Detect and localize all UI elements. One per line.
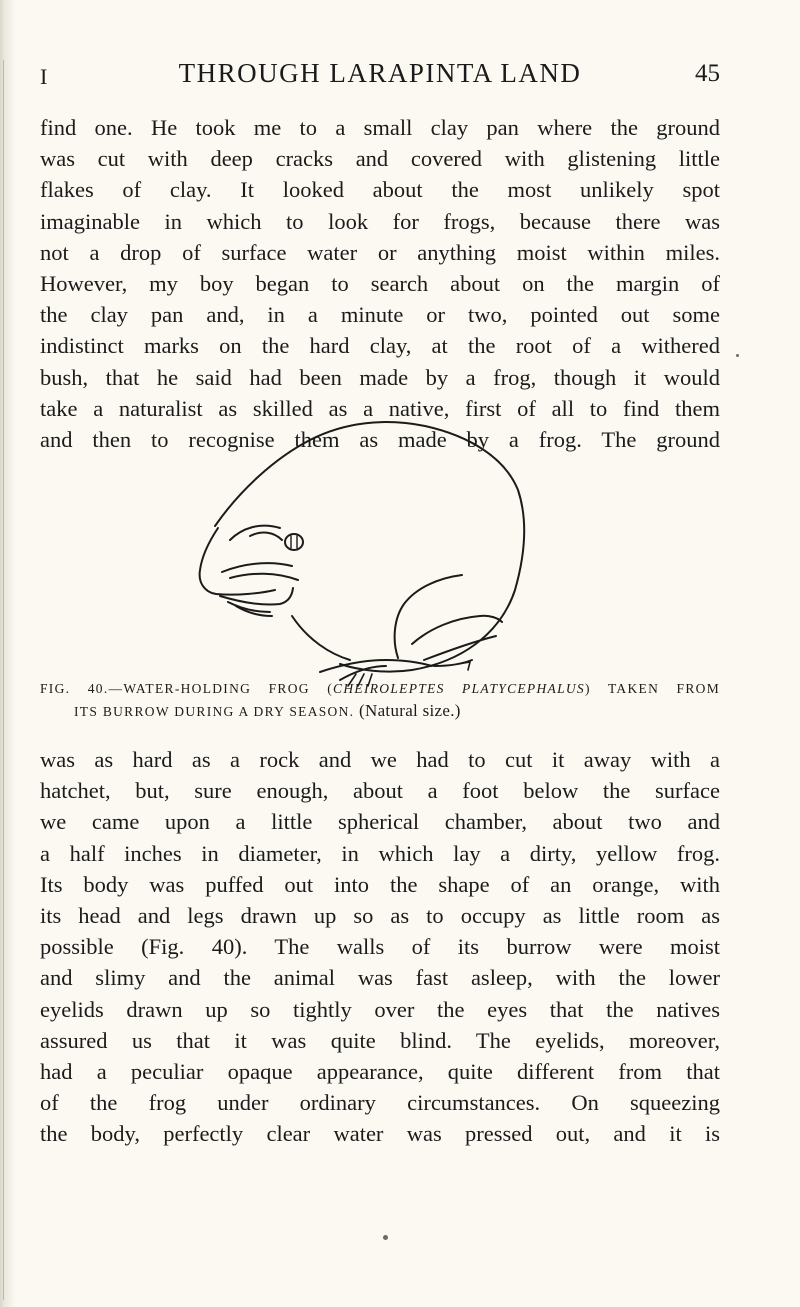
frog-eye xyxy=(285,534,303,550)
frog-hind-leg-2 xyxy=(412,616,502,644)
chapter-number: I xyxy=(40,64,48,89)
running-header xyxy=(40,58,720,98)
text-line: not a drop of surface water or anything moist within miles. xyxy=(40,239,720,265)
caption-size-note: (Natural size.) xyxy=(359,701,461,720)
caption-line-2-text: ITS BURROW DURING A DRY SEASON. xyxy=(74,704,355,719)
caption-suffix: ) TAKEN FROM xyxy=(584,681,720,696)
text-line: was cut with deep cracks and covered with glistening little xyxy=(40,146,720,172)
frog-body-outline xyxy=(215,422,524,672)
paragraph-after-figure xyxy=(40,744,720,1150)
frog-snout-line xyxy=(230,526,280,540)
text-line: of the frog under ordinary circumstances. On squeezing xyxy=(40,1090,720,1116)
text-line: its head and legs drawn up so as to occupy as little room as xyxy=(40,903,720,929)
text-line: a half inches in diameter, in which lay a dirty, yellow frog. xyxy=(40,840,720,866)
page-number: 45 xyxy=(695,60,720,87)
caption-species: CHEIROLEPTES PLATYCEPHALUS xyxy=(333,681,585,696)
frog-pupil xyxy=(291,536,297,548)
text-line: the clay pan and, in a minute or two, pointed out some xyxy=(40,302,720,328)
frog-snout-line-2 xyxy=(250,533,282,540)
frog-knee xyxy=(458,662,470,670)
text-line: find one. He took me to a small clay pan where the ground xyxy=(40,115,720,140)
running-title: THROUGH LARAPINTA LAND xyxy=(178,58,582,88)
text-line: possible (Fig. 40). The walls of its burrow were moist xyxy=(40,934,720,960)
text-line: indistinct marks on the hard clay, at the root of a withered xyxy=(40,333,720,359)
text-line: imaginable in which to look for frogs, because there was xyxy=(40,208,720,234)
frog-belly-curve xyxy=(292,616,350,660)
text-line: was as hard as a rock and we had to cut it away with a xyxy=(40,747,720,772)
text-line: However, my boy began to search about on the margin of xyxy=(40,271,720,297)
ink-speck xyxy=(383,1235,388,1240)
frog-hind-leg-3 xyxy=(424,636,496,660)
text-line: assured us that it was quite blind. The eyelids, moreover, xyxy=(40,1027,720,1053)
frog-mouth-line xyxy=(222,563,292,572)
text-line: Its body was puffed out into the shape of an orange, with xyxy=(40,871,720,897)
ink-speck xyxy=(736,354,739,357)
frog-illustration xyxy=(180,390,540,690)
frog-head-outline xyxy=(200,528,275,595)
frog-hind-leg xyxy=(395,575,462,658)
text-line: had a peculiar opaque appearance, quite different from that xyxy=(40,1059,720,1085)
text-line: we came upon a little spherical chamber, about two and xyxy=(40,809,720,835)
text-line: and then to recognise them as made by a frog. The ground xyxy=(40,427,720,453)
caption-prefix: FIG. 40.—WATER-HOLDING FROG ( xyxy=(40,681,334,696)
caption-line-1 xyxy=(40,678,720,700)
frog-mouth-line-2 xyxy=(230,574,298,580)
text-line: hatchet, but, sure enough, about a foot below the surface xyxy=(40,778,720,804)
caption-line-2 xyxy=(40,700,720,723)
frog-front-leg xyxy=(220,588,293,605)
text-line: bush, that he said had been made by a frog, though it would xyxy=(40,364,720,390)
figure-caption xyxy=(40,678,720,723)
text-line: the body, perfectly clear water was pressed out, and it is xyxy=(40,1121,720,1147)
text-line: take a naturalist as skilled as a native, first of all to find them xyxy=(40,395,720,421)
text-line: eyelids drawn up so tightly over the eyes that the natives xyxy=(40,996,720,1022)
text-line: flakes of clay. It looked about the most unlikely spot xyxy=(40,177,720,203)
text-line: and slimy and the animal was fast asleep, with the lower xyxy=(40,965,720,991)
